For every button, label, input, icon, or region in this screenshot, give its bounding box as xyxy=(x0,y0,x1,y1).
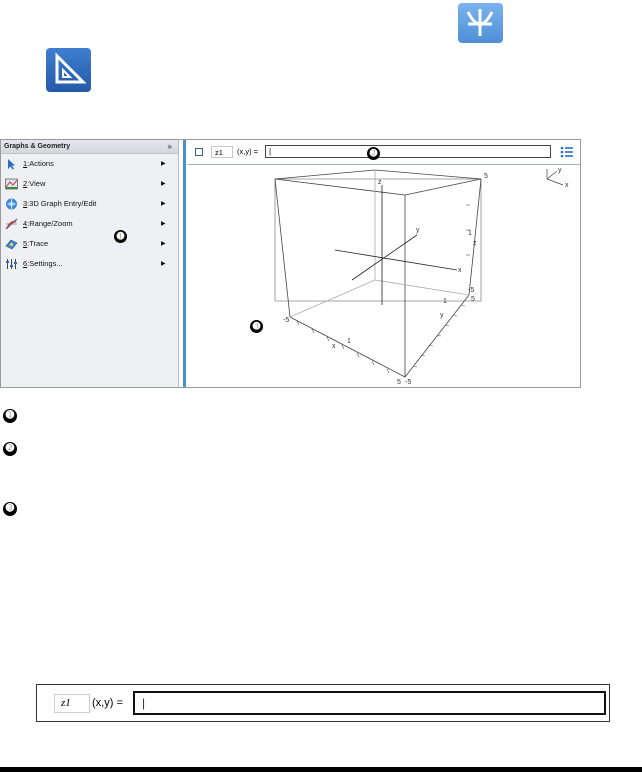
function-name[interactable]: z1 xyxy=(54,694,90,713)
text-caret: | xyxy=(142,696,146,710)
settings-icon xyxy=(5,258,18,270)
callout-3: ➌ xyxy=(250,320,263,333)
tick-label: -5 xyxy=(468,287,475,294)
z-axis-label: z xyxy=(473,240,477,247)
entry-line-figure xyxy=(36,684,610,722)
function-entry-field[interactable] xyxy=(265,145,551,158)
menu-item-actions[interactable] xyxy=(1,154,178,174)
axes xyxy=(335,185,457,305)
collapse-menu-icon[interactable]: » xyxy=(167,142,172,151)
tick-label: 1 xyxy=(443,298,447,305)
function-entry-field[interactable] xyxy=(133,691,606,715)
callout-2: ➋ xyxy=(367,147,380,160)
trace-icon xyxy=(5,238,18,250)
3d-graphing-icon xyxy=(458,3,503,43)
menu-header xyxy=(1,140,178,154)
pointer-icon xyxy=(5,158,18,170)
graph-pane xyxy=(187,140,580,387)
function-variables: (x,y) = xyxy=(237,147,259,156)
y-axis-label: y xyxy=(440,312,444,319)
y-axis xyxy=(352,235,417,280)
tick-label: 1 xyxy=(347,338,351,345)
orientation-y-label: y xyxy=(558,167,562,174)
x-axis xyxy=(335,250,457,270)
submenu-arrow-icon: ▶ xyxy=(161,221,166,227)
callout-1: ➊ xyxy=(114,230,127,243)
menu-item-label: 2:View xyxy=(23,179,46,188)
menu-item-view[interactable] xyxy=(1,174,178,194)
submenu-arrow-icon: ▶ xyxy=(161,181,166,187)
menu-item-label: 1:Actions xyxy=(23,159,54,168)
menu-item-label: 3:3D Graph Entry/Edit xyxy=(23,199,97,208)
pane-divider[interactable] xyxy=(183,140,186,387)
tick-label: 5 xyxy=(397,379,401,386)
menu-title: Graphs & Geometry xyxy=(4,143,71,150)
list-icon[interactable] xyxy=(560,146,573,158)
menu-item-label: 4:Range/Zoom xyxy=(23,219,73,228)
tick-label: 5 xyxy=(471,296,475,303)
range-zoom-icon xyxy=(5,218,18,230)
text-caret: | xyxy=(269,147,272,156)
tick-label: -5 xyxy=(405,379,412,386)
submenu-arrow-icon: ▶ xyxy=(161,201,166,207)
menu-item-trace[interactable] xyxy=(1,234,178,254)
menu-item-label: 6:Settings... xyxy=(23,259,63,268)
graphs-geometry-screenshot xyxy=(0,139,581,388)
y-axis-end-label: y xyxy=(416,227,420,234)
orientation-x-label: x xyxy=(565,182,569,189)
ticks xyxy=(297,205,470,373)
3d-graph-area[interactable] xyxy=(187,165,580,387)
function-name[interactable]: z1 xyxy=(211,146,233,158)
3d-graph-icon xyxy=(5,198,18,210)
z-axis-end-label: z xyxy=(378,179,382,186)
function-variables: (x,y) = xyxy=(92,697,123,709)
legend-callout-3: ➌ xyxy=(3,502,17,516)
bounding-box xyxy=(275,170,481,377)
graphs-geometry-menu xyxy=(1,140,179,387)
view-icon xyxy=(5,178,18,190)
tick-label: 1 xyxy=(468,230,472,237)
legend-callout-2: ➋ xyxy=(3,442,17,456)
entry-line xyxy=(187,140,580,165)
menu-item-range-zoom[interactable] xyxy=(1,214,178,234)
geometry-icon xyxy=(46,48,91,92)
submenu-arrow-icon: ▶ xyxy=(161,161,166,167)
tick-label: 5 xyxy=(484,173,488,180)
page-bottom-rule xyxy=(0,767,642,772)
x-axis-label: x xyxy=(332,343,336,350)
orientation-indicator xyxy=(547,167,569,189)
submenu-arrow-icon: ▶ xyxy=(161,261,166,267)
menu-item-label: 5:Trace xyxy=(23,239,49,248)
x-axis-end-label: x xyxy=(458,267,462,274)
submenu-arrow-icon: ▶ xyxy=(161,241,166,247)
menu-item-settings[interactable] xyxy=(1,254,178,274)
show-graph-checkbox[interactable] xyxy=(195,148,203,156)
tick-label: -5 xyxy=(283,317,290,324)
legend-callout-1: ➊ xyxy=(3,409,17,423)
menu-item-3d-graph-entry-edit[interactable] xyxy=(1,194,178,214)
